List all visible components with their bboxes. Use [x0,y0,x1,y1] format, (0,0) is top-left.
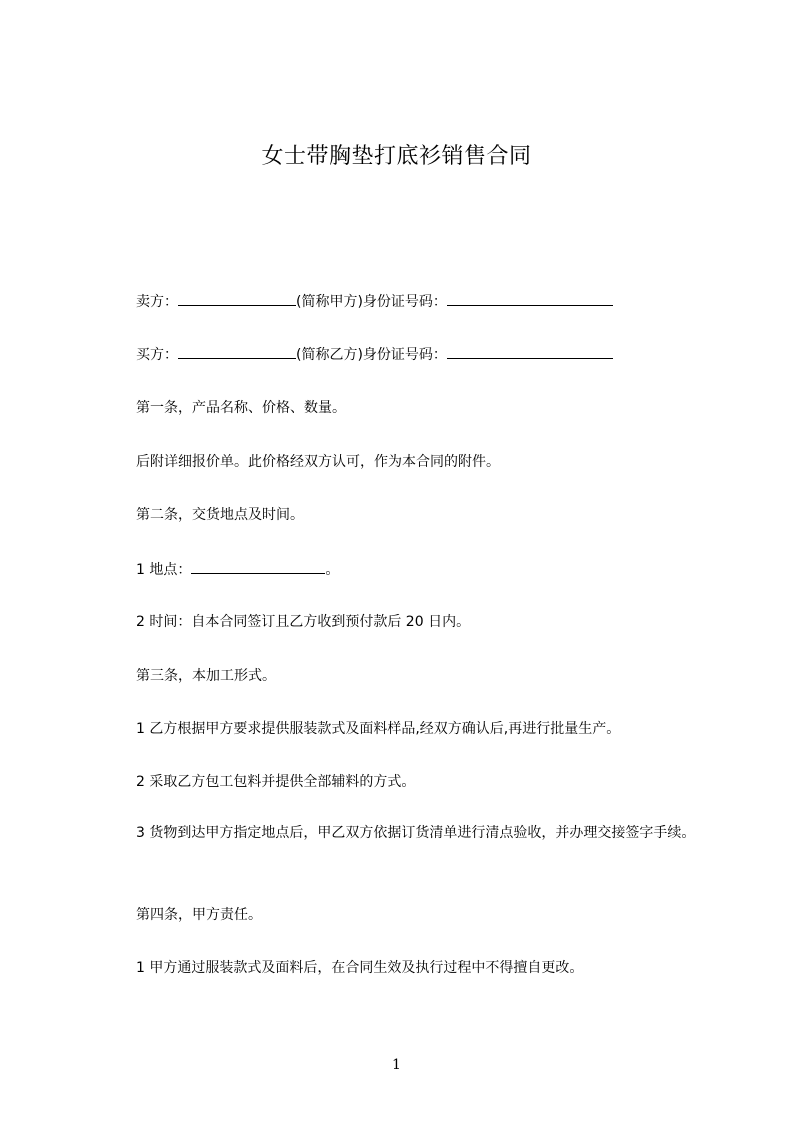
location-end: 。 [325,562,340,578]
seller-id-blank[interactable] [447,291,613,306]
article1-text: 后附详细报价单。此价格经双方认可，作为本合同的附件。 [136,454,500,470]
seller-label: 卖方： [136,294,178,310]
location-blank[interactable] [191,559,325,574]
article4-heading: 第四条，甲方责任。 [136,907,262,923]
buyer-id-blank[interactable] [447,344,613,359]
article3-item1: 1 乙方根据甲方要求提供服装款式及面料样品,经双方确认后,再进行批量生产。 [136,721,621,737]
buyer-short-name: (简称乙方)身份证号码： [296,347,447,363]
page-title: 女士带胸垫打底衫销售合同 [261,144,532,169]
page-number: 1 [392,1057,401,1073]
seller-short-name: (简称甲方)身份证号码： [296,294,447,310]
location-label: 1 地点： [136,562,192,578]
article4-item1: 1 甲方通过服装款式及面料后，在合同生效及执行过程中不得擅自更改。 [136,960,584,976]
seller-line [136,291,613,312]
seller-name-blank[interactable] [178,291,296,306]
buyer-line [136,344,613,365]
article3-item2: 2 采取乙方包工包料并提供全部辅料的方式。 [136,774,416,790]
article2-heading: 第二条，交货地点及时间。 [136,507,304,523]
buyer-label: 买方： [136,347,178,363]
article2-time: 2 时间：自本合同签订且乙方收到预付款后 20 日内。 [136,614,471,630]
article2-location [136,559,339,580]
article3-heading: 第三条，本加工形式。 [136,668,276,684]
buyer-name-blank[interactable] [178,344,296,359]
article3-item3: 3 货物到达甲方指定地点后，甲乙双方依据订货清单进行清点验收，并办理交接签字手续。 [136,825,696,841]
article1-heading: 第一条，产品名称、价格、数量。 [136,400,346,416]
